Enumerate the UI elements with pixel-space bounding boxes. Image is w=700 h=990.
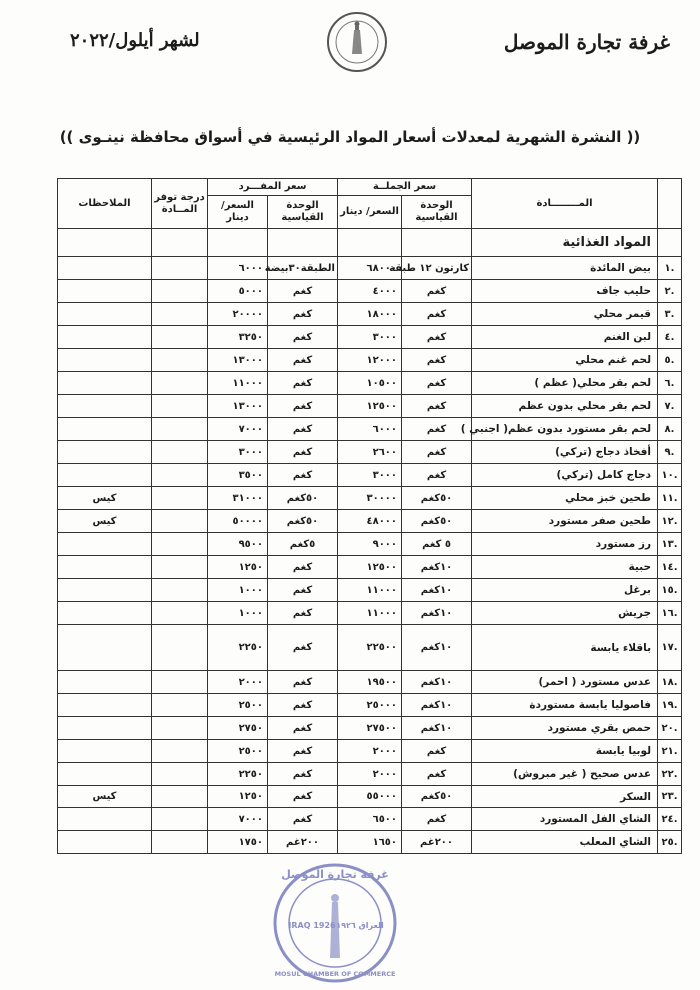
retail-price: ٥٠٠٠٠ <box>208 510 268 533</box>
item-name: لوبيا يابسة <box>472 740 658 763</box>
wholesale-unit: كغم <box>402 395 472 418</box>
table-row <box>58 441 682 464</box>
item-name: قيمر محلي <box>472 303 658 326</box>
availability <box>152 303 208 326</box>
wholesale-unit: ١٠كغم <box>402 671 472 694</box>
col-wholesale-unit: الوحدة القياسية <box>402 196 472 229</box>
retail-price: ١٣٠٠٠ <box>208 395 268 418</box>
notes <box>58 831 152 854</box>
table-row <box>58 372 682 395</box>
wholesale-price: ١٨٠٠٠ <box>338 303 402 326</box>
notes <box>58 763 152 786</box>
row-number: .٣ <box>658 303 682 326</box>
availability <box>152 579 208 602</box>
retail-unit: الطبقة٣٠بيضة <box>268 257 338 280</box>
wholesale-price: ٢٦٠٠ <box>338 441 402 464</box>
notes: كيس <box>58 510 152 533</box>
row-number: .١٩ <box>658 694 682 717</box>
retail-price: ٢٥٠٠ <box>208 694 268 717</box>
notes <box>58 808 152 831</box>
retail-unit: كغم <box>268 464 338 487</box>
item-name: حبية <box>472 556 658 579</box>
item-name: لحم بقر مستورد بدون عظم( اجنبي ) <box>472 418 658 441</box>
row-number: .١٥ <box>658 579 682 602</box>
wholesale-price: ٣٠٠٠ <box>338 464 402 487</box>
col-notes: الملاحظات <box>58 179 152 229</box>
availability <box>152 831 208 854</box>
col-wholesale: سعر الجملــة <box>338 179 472 196</box>
item-name: جريش <box>472 602 658 625</box>
table-row <box>58 579 682 602</box>
retail-unit: ٥٠كغم <box>268 510 338 533</box>
col-retail-unit: الوحدة القياسية <box>268 196 338 229</box>
notes <box>58 418 152 441</box>
table-body <box>58 229 682 854</box>
item-name: لحم غنم محلي <box>472 349 658 372</box>
table-row <box>58 533 682 556</box>
retail-price: ٢٠٠٠ <box>208 671 268 694</box>
item-name: فاصوليا يابسة مستوردة <box>472 694 658 717</box>
table-row <box>58 808 682 831</box>
notes <box>58 303 152 326</box>
notes <box>58 694 152 717</box>
availability <box>152 625 208 671</box>
retail-unit: ٥كغم <box>268 533 338 556</box>
retail-unit: كغم <box>268 808 338 831</box>
wholesale-unit: كارتون ١٢ طبقة <box>402 257 472 280</box>
col-item: المــــــــادة <box>472 179 658 229</box>
wholesale-unit: ٥٠كغم <box>402 487 472 510</box>
wholesale-unit: كغم <box>402 464 472 487</box>
retail-price: ١٣٠٠٠ <box>208 349 268 372</box>
retail-unit: كغم <box>268 671 338 694</box>
wholesale-unit: كغم <box>402 441 472 464</box>
wholesale-price: ٤٠٠٠ <box>338 280 402 303</box>
table-row <box>58 326 682 349</box>
row-number: .٧ <box>658 395 682 418</box>
notes: كيس <box>58 487 152 510</box>
item-name: أفخاذ دجاج (تركي) <box>472 441 658 464</box>
availability <box>152 763 208 786</box>
retail-unit: كغم <box>268 556 338 579</box>
wholesale-unit: كغم <box>402 763 472 786</box>
availability <box>152 510 208 533</box>
wholesale-unit: ١٠كغم <box>402 717 472 740</box>
wholesale-unit: ١٠كغم <box>402 579 472 602</box>
retail-unit: كغم <box>268 602 338 625</box>
retail-unit: كغم <box>268 579 338 602</box>
item-name: حليب جاف <box>472 280 658 303</box>
table-row <box>58 487 682 510</box>
table-row <box>58 395 682 418</box>
availability <box>152 349 208 372</box>
wholesale-unit: كغم <box>402 303 472 326</box>
availability <box>152 418 208 441</box>
row-number: .٢٣ <box>658 786 682 808</box>
retail-unit: كغم <box>268 740 338 763</box>
notes <box>58 395 152 418</box>
availability <box>152 602 208 625</box>
notes <box>58 625 152 671</box>
item-name: عدس صحيح ( غير مبروش) <box>472 763 658 786</box>
col-availability: درجة توفر المــادة <box>152 179 208 229</box>
retail-price: ٣٥٠٠ <box>208 464 268 487</box>
wholesale-price: ٤٨٠٠٠ <box>338 510 402 533</box>
wholesale-price: ٢٠٠٠ <box>338 763 402 786</box>
item-name: باقلاء يابسة <box>472 625 658 671</box>
retail-price: ٣٢٥٠ <box>208 326 268 349</box>
retail-price: ١٧٥٠ <box>208 831 268 854</box>
retail-unit: ٢٠٠غم <box>268 831 338 854</box>
row-number: .٤ <box>658 326 682 349</box>
notes <box>58 533 152 556</box>
wholesale-price: ٦٨٠٠٠ <box>338 257 402 280</box>
notes <box>58 671 152 694</box>
table-row <box>58 625 682 671</box>
availability <box>152 487 208 510</box>
notes <box>58 257 152 280</box>
notes: كيس <box>58 786 152 808</box>
availability <box>152 808 208 831</box>
wholesale-unit: ٥ كغم <box>402 533 472 556</box>
item-name: لحم بقر محلي( عظم ) <box>472 372 658 395</box>
availability <box>152 441 208 464</box>
row-number: .٥ <box>658 349 682 372</box>
wholesale-unit: كغم <box>402 372 472 395</box>
availability <box>152 556 208 579</box>
row-number: .١٦ <box>658 602 682 625</box>
notes <box>58 280 152 303</box>
section-title: المواد الغذائية <box>472 229 658 257</box>
retail-price: ١٠٠٠ <box>208 579 268 602</box>
availability <box>152 717 208 740</box>
chamber-stamp-icon <box>272 862 398 984</box>
row-number: .١٢ <box>658 510 682 533</box>
table-row <box>58 510 682 533</box>
wholesale-price: ١٢٥٠٠ <box>338 395 402 418</box>
retail-unit: كغم <box>268 694 338 717</box>
row-number: .١٧ <box>658 625 682 671</box>
row-number: .٢٢ <box>658 763 682 786</box>
table-row <box>58 602 682 625</box>
col-retail-price: السعر/ دينار <box>208 196 268 229</box>
report-month: لشهر أيلول/٢٠٢٢ <box>70 30 200 51</box>
notes <box>58 717 152 740</box>
wholesale-price: ٢٠٠٠ <box>338 740 402 763</box>
retail-unit: كغم <box>268 441 338 464</box>
item-name: رز مستورد <box>472 533 658 556</box>
row-number: .٢١ <box>658 740 682 763</box>
availability <box>152 280 208 303</box>
retail-price: ٦٠٠٠ <box>208 257 268 280</box>
stamp-iraq-en: IRAQ 1926 <box>288 921 336 930</box>
retail-price: ٥٠٠٠ <box>208 280 268 303</box>
col-wholesale-price: السعر/ دينار <box>338 196 402 229</box>
table-row <box>58 763 682 786</box>
row-number: .٩ <box>658 441 682 464</box>
wholesale-price: ٢٧٥٠٠ <box>338 717 402 740</box>
chamber-logo-icon <box>325 10 389 74</box>
bulletin-title: (( النشرة الشهرية لمعدلات أسعار المواد الرئيسية في أسواق محافظة نينـوى )) <box>59 128 641 146</box>
retail-price: ٣١٠٠٠ <box>208 487 268 510</box>
row-number: .٦ <box>658 372 682 395</box>
availability <box>152 533 208 556</box>
wholesale-unit: ٥٠كغم <box>402 510 472 533</box>
price-table <box>57 178 682 854</box>
row-number: .٢٤ <box>658 808 682 831</box>
retail-price: ٣٠٠٠ <box>208 441 268 464</box>
notes <box>58 349 152 372</box>
wholesale-unit: كغم <box>402 349 472 372</box>
wholesale-unit: كغم <box>402 280 472 303</box>
table-row <box>58 349 682 372</box>
wholesale-unit: ١٠كغم <box>402 602 472 625</box>
retail-price: ٢٢٥٠ <box>208 625 268 671</box>
retail-price: ١٢٥٠ <box>208 786 268 808</box>
retail-price: ٧٠٠٠ <box>208 418 268 441</box>
wholesale-price: ٩٠٠٠ <box>338 533 402 556</box>
wholesale-unit: كغم <box>402 326 472 349</box>
notes <box>58 441 152 464</box>
stamp-iraq-ar: العراق ١٩٢٦ <box>336 921 384 930</box>
item-name: طحين صفر مستورد <box>472 510 658 533</box>
wholesale-unit: كغم <box>402 808 472 831</box>
row-number: .١٨ <box>658 671 682 694</box>
wholesale-unit: ١٠كغم <box>402 625 472 671</box>
wholesale-price: ٦٠٠٠ <box>338 418 402 441</box>
availability <box>152 326 208 349</box>
availability <box>152 464 208 487</box>
retail-unit: كغم <box>268 717 338 740</box>
stamp-english: MOSUL CHAMBER OF COMMERCE <box>274 970 396 978</box>
item-name: برغل <box>472 579 658 602</box>
wholesale-price: ٣٠٠٠ <box>338 326 402 349</box>
availability <box>152 395 208 418</box>
wholesale-price: ١٢٥٠٠ <box>338 556 402 579</box>
table-row <box>58 280 682 303</box>
notes <box>58 602 152 625</box>
wholesale-price: ٥٥٠٠٠ <box>338 786 402 808</box>
org-name: غرفة تجارة الموصل <box>503 30 670 54</box>
col-retail: سعر المفـــرد <box>208 179 338 196</box>
wholesale-price: ١١٠٠٠ <box>338 602 402 625</box>
item-name: دجاج كامل (تركي) <box>472 464 658 487</box>
retail-unit: كغم <box>268 349 338 372</box>
availability <box>152 740 208 763</box>
wholesale-price: ٦٥٠٠ <box>338 808 402 831</box>
table-row <box>58 831 682 854</box>
table-row <box>58 464 682 487</box>
availability <box>152 786 208 808</box>
notes <box>58 372 152 395</box>
row-number: .١٠ <box>658 464 682 487</box>
row-number: .٨ <box>658 418 682 441</box>
retail-price: ١١٠٠٠ <box>208 372 268 395</box>
retail-unit: كغم <box>268 303 338 326</box>
retail-unit: كغم <box>268 763 338 786</box>
table-row <box>58 418 682 441</box>
wholesale-price: ١١٠٠٠ <box>338 579 402 602</box>
wholesale-unit: كغم <box>402 418 472 441</box>
availability <box>152 372 208 395</box>
item-name: لحم بقر محلي بدون عظم <box>472 395 658 418</box>
retail-unit: كغم <box>268 786 338 808</box>
notes <box>58 464 152 487</box>
wholesale-price: ٢٢٥٠٠ <box>338 625 402 671</box>
row-number: .١ <box>658 257 682 280</box>
item-name: طحين خبز محلي <box>472 487 658 510</box>
retail-price: ١٢٥٠ <box>208 556 268 579</box>
wholesale-price: ١٦٥٠ <box>338 831 402 854</box>
row-number: .٢ <box>658 280 682 303</box>
retail-price: ٧٠٠٠ <box>208 808 268 831</box>
retail-unit: كغم <box>268 326 338 349</box>
retail-unit: كغم <box>268 625 338 671</box>
table-row <box>58 740 682 763</box>
wholesale-unit: ١٠كغم <box>402 556 472 579</box>
retail-price: ٢٥٠٠ <box>208 740 268 763</box>
table-row <box>58 717 682 740</box>
wholesale-unit: ١٠كغم <box>402 694 472 717</box>
table-row <box>58 257 682 280</box>
item-name: الشاي الفل المستورد <box>472 808 658 831</box>
row-number: .١٣ <box>658 533 682 556</box>
row-number: .١١ <box>658 487 682 510</box>
stamp-arabic: غرفة تجارة الموصل <box>281 868 389 881</box>
retail-unit: ٥٠كغم <box>268 487 338 510</box>
table-row <box>58 556 682 579</box>
retail-unit: كغم <box>268 372 338 395</box>
table-row <box>58 671 682 694</box>
item-name: السكر <box>472 786 658 808</box>
table-row <box>58 303 682 326</box>
notes <box>58 326 152 349</box>
availability <box>152 694 208 717</box>
table-row <box>58 786 682 808</box>
retail-unit: كغم <box>268 418 338 441</box>
item-name: حمص بقري مستورد <box>472 717 658 740</box>
availability <box>152 257 208 280</box>
retail-unit: كغم <box>268 395 338 418</box>
row-number: .٢٠ <box>658 717 682 740</box>
wholesale-unit: ٢٠٠غم <box>402 831 472 854</box>
retail-price: ٢٠٠٠٠ <box>208 303 268 326</box>
wholesale-price: ١٠٥٠٠ <box>338 372 402 395</box>
row-number: .٢٥ <box>658 831 682 854</box>
notes <box>58 556 152 579</box>
wholesale-price: ٢٥٠٠٠ <box>338 694 402 717</box>
item-name: بيض المائدة <box>472 257 658 280</box>
retail-unit: كغم <box>268 280 338 303</box>
wholesale-price: ٣٠٠٠٠ <box>338 487 402 510</box>
row-number: .١٤ <box>658 556 682 579</box>
retail-price: ٩٥٠٠ <box>208 533 268 556</box>
wholesale-unit: ٥٠كغم <box>402 786 472 808</box>
retail-price: ١٠٠٠ <box>208 602 268 625</box>
notes <box>58 579 152 602</box>
retail-price: ٢٧٥٠ <box>208 717 268 740</box>
section-row <box>58 229 682 257</box>
col-index <box>658 179 682 229</box>
notes <box>58 740 152 763</box>
wholesale-unit: كغم <box>402 740 472 763</box>
item-name: لبن الغنم <box>472 326 658 349</box>
item-name: عدس مستورد ( احمر) <box>472 671 658 694</box>
item-name: الشاي المعلب <box>472 831 658 854</box>
availability <box>152 671 208 694</box>
table-row <box>58 694 682 717</box>
wholesale-price: ١٩٥٠٠ <box>338 671 402 694</box>
wholesale-price: ١٢٠٠٠ <box>338 349 402 372</box>
retail-price: ٢٢٥٠ <box>208 763 268 786</box>
